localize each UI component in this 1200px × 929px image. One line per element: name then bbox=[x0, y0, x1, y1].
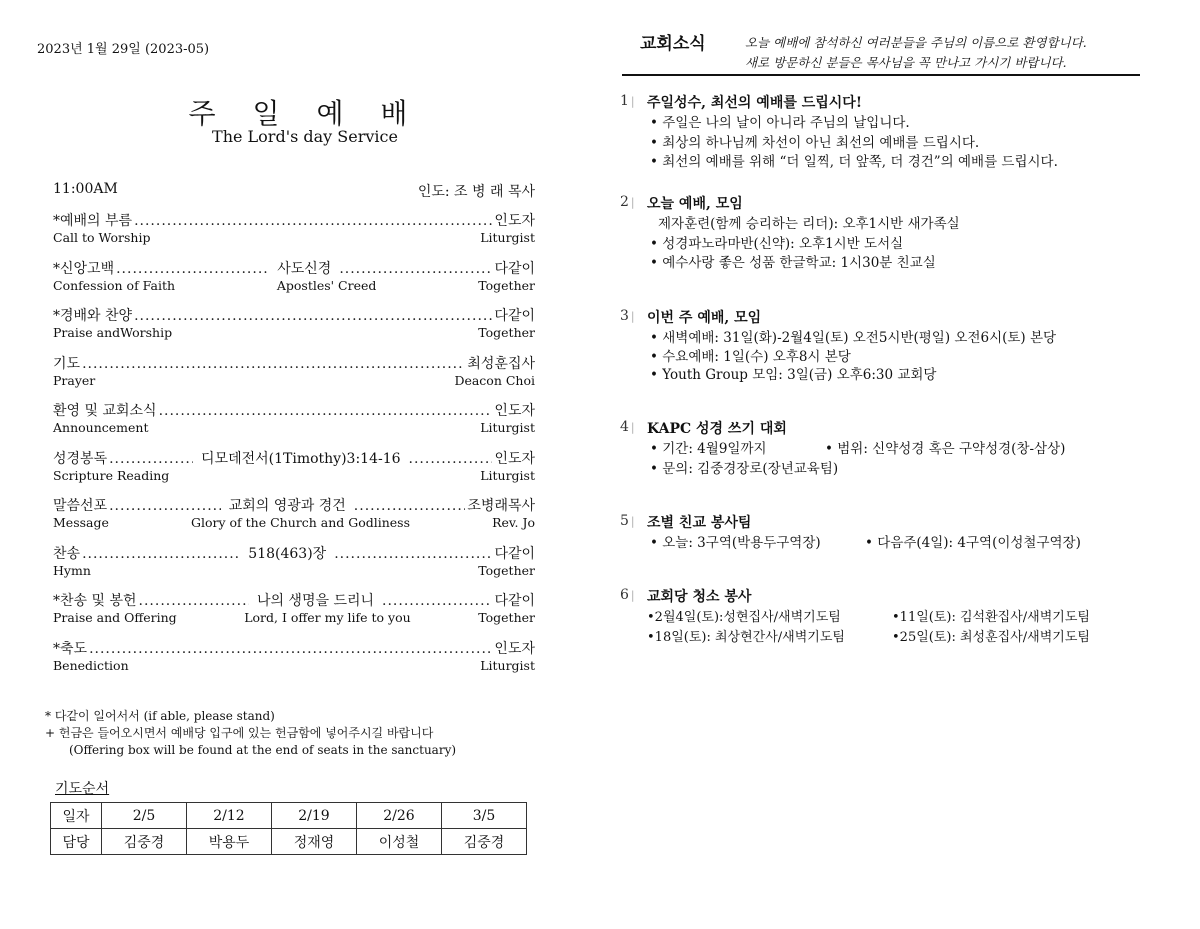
table-cell: 3/5 bbox=[442, 803, 527, 829]
order-item-detail-english bbox=[148, 420, 480, 436]
news-title: 교회소식 bbox=[640, 34, 706, 54]
welcome-message bbox=[745, 33, 1087, 73]
list-item: • 최상의 하나님께 차선이 아닌 최선의 예배를 드립시다. bbox=[650, 134, 1058, 154]
table-cell: 박용두 bbox=[187, 829, 272, 855]
dot-leader bbox=[139, 592, 249, 610]
note-stand: * 다같이 일어서서 (if able, please stand) bbox=[45, 709, 275, 723]
list-item: • 범위: 신약성경 혹은 구약성경(창-삼상) bbox=[825, 440, 1065, 460]
table-cell: 2/12 bbox=[187, 803, 272, 829]
section-title: KAPC 성경 쓰기 대회 bbox=[647, 421, 787, 437]
service-leader: 인도: 조 병 래 목사 bbox=[417, 184, 535, 200]
order-item-title: *축도 bbox=[53, 640, 88, 657]
order-item-leader-english: Together bbox=[478, 610, 535, 625]
order-item-title-english: Confession of Faith bbox=[53, 277, 176, 293]
section-number: 1 | bbox=[620, 93, 635, 109]
table-row bbox=[51, 829, 527, 855]
order-item-detail-english bbox=[129, 658, 481, 674]
order-item-detail-english bbox=[172, 325, 478, 341]
order-item-title: 말씀선포 bbox=[53, 498, 108, 514]
order-item-title: 기도 bbox=[53, 355, 81, 372]
dot-leader bbox=[82, 355, 465, 373]
order-item-detail: 나의 생명을 드리니 bbox=[256, 593, 375, 609]
order-item bbox=[53, 640, 535, 688]
news-section-6 bbox=[620, 586, 1150, 646]
dot-leader bbox=[339, 260, 492, 278]
order-item-title: *경배와 찬양 bbox=[53, 308, 133, 324]
order-item-leader: 인도자 bbox=[494, 403, 535, 419]
order-item bbox=[53, 260, 535, 308]
list-item: 제자훈련(함께 승리하는 리더): 오후1시반 새가족실 bbox=[658, 216, 960, 232]
order-item-title-english: Scripture Reading bbox=[53, 467, 170, 483]
order-item-title-english: Praise andWorship bbox=[53, 325, 173, 340]
list-item: • 오늘: 3구역(박용두구역장) bbox=[650, 534, 865, 554]
order-item-detail-english bbox=[91, 563, 478, 579]
order-item-detail-english: Glory of the Church and Godliness bbox=[190, 515, 411, 530]
table-cell: 담당 bbox=[51, 829, 102, 855]
news-section-2 bbox=[620, 193, 1150, 273]
order-item-leader: 최성훈집사 bbox=[467, 355, 535, 372]
order-item-leader-english: Together bbox=[478, 277, 535, 293]
order-item-leader-english: Liturgist bbox=[480, 467, 535, 483]
list-item: • Youth Group 모임: 3일(금) 오후6:30 교회당 bbox=[650, 366, 1056, 385]
order-item-leader: 조병래목사 bbox=[467, 498, 536, 514]
dot-leader bbox=[354, 497, 466, 515]
order-item-title-english: Message bbox=[53, 515, 109, 530]
table-cell: 일자 bbox=[51, 803, 102, 829]
table-cell: 김중경 bbox=[102, 829, 187, 855]
order-item bbox=[53, 402, 535, 450]
welcome-line: 새로 방문하신 분들은 목사님을 꼭 만나고 가시기 바랍니다. bbox=[745, 55, 1067, 70]
order-item-detail: 디모데전서(1Timothy)3:14-16 bbox=[201, 450, 401, 467]
service-notes bbox=[45, 708, 456, 759]
order-item-leader: 인도자 bbox=[494, 213, 535, 229]
list-item: • 기간: 4월9일까지 bbox=[650, 440, 825, 460]
dot-leader bbox=[134, 307, 492, 325]
order-item-leader-english: Rev. Jo bbox=[492, 515, 535, 530]
order-item-title-english: Benediction bbox=[53, 657, 129, 673]
order-item-title-english: Hymn bbox=[53, 562, 91, 578]
list-item: •2월4일(토):성현집사/새벽기도팀 bbox=[647, 610, 841, 625]
order-item-leader-english: Liturgist bbox=[480, 657, 535, 673]
list-item: •11일(토): 김석환집사/새벽기도팀 bbox=[892, 610, 1090, 625]
order-item-leader-english: Liturgist bbox=[480, 230, 535, 245]
section-title: 교회당 청소 봉사 bbox=[647, 589, 752, 605]
section-title: 이번 주 예배, 모임 bbox=[647, 310, 762, 326]
order-item bbox=[53, 212, 535, 260]
order-item-leader: 다같이 bbox=[494, 308, 535, 324]
order-item-detail-english bbox=[150, 230, 480, 246]
order-item bbox=[53, 545, 535, 593]
order-item-detail: 사도신경 bbox=[277, 260, 332, 277]
prayer-schedule-title: 기도순서 bbox=[55, 781, 110, 797]
order-item-leader-english: Deacon Choi bbox=[454, 372, 535, 388]
order-item-detail-english bbox=[169, 468, 480, 484]
dot-leader bbox=[109, 497, 221, 515]
table-cell: 2/19 bbox=[272, 803, 357, 829]
table-cell: 이성철 bbox=[357, 829, 442, 855]
order-item-title-english: Prayer bbox=[53, 372, 96, 388]
order-item-detail-english bbox=[95, 373, 454, 389]
order-item-leader-english: Liturgist bbox=[480, 420, 535, 435]
order-item-title: *예배의 부름 bbox=[53, 213, 133, 229]
divider bbox=[622, 74, 1140, 76]
dot-leader bbox=[109, 450, 193, 468]
note-offering: + 헌금은 들어오시면서 예배당 입구에 있는 헌금함에 넣어주시길 바랍니다 bbox=[45, 726, 434, 740]
service-time: 11:00AM bbox=[53, 181, 118, 197]
section-title: 주일성수, 최선의 예배를 드립시다! bbox=[647, 95, 862, 111]
news-section-3 bbox=[620, 307, 1150, 387]
order-item-title-english: Praise and Offering bbox=[53, 610, 177, 625]
section-number: 6 | bbox=[620, 587, 635, 603]
order-item-leader: 인도자 bbox=[494, 450, 536, 467]
list-item: • 성경파노라마반(신약): 오후1시반 도서실 bbox=[650, 235, 960, 255]
dot-leader bbox=[382, 592, 492, 610]
order-item bbox=[53, 592, 535, 640]
order-of-worship bbox=[53, 212, 535, 687]
order-item bbox=[53, 307, 535, 355]
list-item: •18일(토): 최상현간사/새벽기도팀 bbox=[647, 629, 845, 645]
section-title: 오늘 예배, 모임 bbox=[647, 196, 743, 212]
section-number: 3 | bbox=[620, 308, 635, 324]
service-title-english: The Lord's day Service bbox=[212, 127, 398, 146]
dot-leader bbox=[134, 212, 492, 230]
order-item-title: *찬송 및 봉헌 bbox=[53, 593, 137, 609]
table-cell: 2/26 bbox=[357, 803, 442, 829]
list-item: • 수요예배: 1일(수) 오후8시 본당 bbox=[650, 348, 1056, 367]
order-item-title: 찬송 bbox=[53, 545, 81, 562]
order-item-title-english: Call to Worship bbox=[53, 230, 151, 245]
list-item: •25일(토): 최성훈집사/새벽기도팀 bbox=[892, 629, 1090, 645]
dot-leader bbox=[334, 545, 492, 563]
list-item: • 예수사랑 좋은 성품 한글학교: 1시30분 친교실 bbox=[650, 254, 960, 274]
list-item: • 주일은 나의 날이 아니라 주님의 날입니다. bbox=[650, 114, 1058, 134]
order-item-detail: 교회의 영광과 경건 bbox=[228, 498, 346, 514]
order-item-leader-english: Together bbox=[478, 325, 535, 340]
news-section-1 bbox=[620, 92, 1150, 172]
service-title-korean: 주 일 예 배 bbox=[188, 97, 422, 130]
section-number: 2 | bbox=[620, 194, 635, 210]
list-item: • 문의: 김중경장로(장년교육팀) bbox=[650, 460, 1065, 480]
news-section-5 bbox=[620, 512, 1150, 557]
order-item-title: 환영 및 교회소식 bbox=[53, 403, 157, 419]
list-item: • 최선의 예배를 위해 “더 일찍, 더 앞쪽, 더 경건”의 예배를 드립시다. bbox=[650, 153, 1058, 173]
table-cell: 정재영 bbox=[272, 829, 357, 855]
news-section-4 bbox=[620, 418, 1150, 478]
order-item-leader-english: Together bbox=[478, 562, 535, 578]
section-number: 4 | bbox=[620, 419, 635, 435]
table-cell: 2/5 bbox=[102, 803, 187, 829]
order-item bbox=[53, 355, 535, 403]
order-item-title: 성경봉독 bbox=[53, 450, 108, 467]
order-item-detail: 518(463)장 bbox=[248, 545, 327, 562]
order-item-title-english: Announcement bbox=[53, 420, 149, 435]
welcome-line: 오늘 예배에 참석하신 여러분들을 주님의 이름으로 환영합니다. bbox=[745, 35, 1087, 50]
table-row bbox=[51, 803, 527, 829]
section-title: 조별 친교 봉사팀 bbox=[647, 515, 752, 531]
dot-leader bbox=[82, 545, 240, 563]
order-item-leader: 다같이 bbox=[494, 593, 536, 609]
order-item-leader: 다같이 bbox=[494, 545, 536, 562]
dot-leader bbox=[159, 402, 493, 420]
order-item-leader: 다같이 bbox=[494, 260, 536, 277]
table-cell: 김중경 bbox=[442, 829, 527, 855]
order-item-title: *신앙고백 bbox=[53, 260, 115, 277]
order-item-detail-english: Apostles' Creed bbox=[276, 277, 377, 293]
prayer-schedule-table bbox=[50, 802, 527, 855]
dot-leader bbox=[409, 450, 493, 468]
section-number: 5 | bbox=[620, 513, 635, 529]
list-item: • 새벽예배: 31일(화)-2월4일(토) 오전5시반(평일) 오전6시(토) 본당 bbox=[650, 329, 1056, 348]
list-item: • 다음주(4일): 4구역(이성철구역장) bbox=[865, 534, 1081, 554]
order-item-detail-english: Lord, I offer my life to you bbox=[244, 610, 411, 625]
order-item bbox=[53, 450, 535, 498]
order-item-leader: 인도자 bbox=[494, 640, 535, 657]
bulletin-date: 2023년 1월 29일 (2023-05) bbox=[37, 42, 210, 57]
dot-leader bbox=[116, 260, 269, 278]
dot-leader bbox=[89, 640, 492, 658]
order-item bbox=[53, 497, 535, 545]
note-offering-english: (Offering box will be found at the end of seats in the sanctuary) bbox=[69, 743, 457, 757]
